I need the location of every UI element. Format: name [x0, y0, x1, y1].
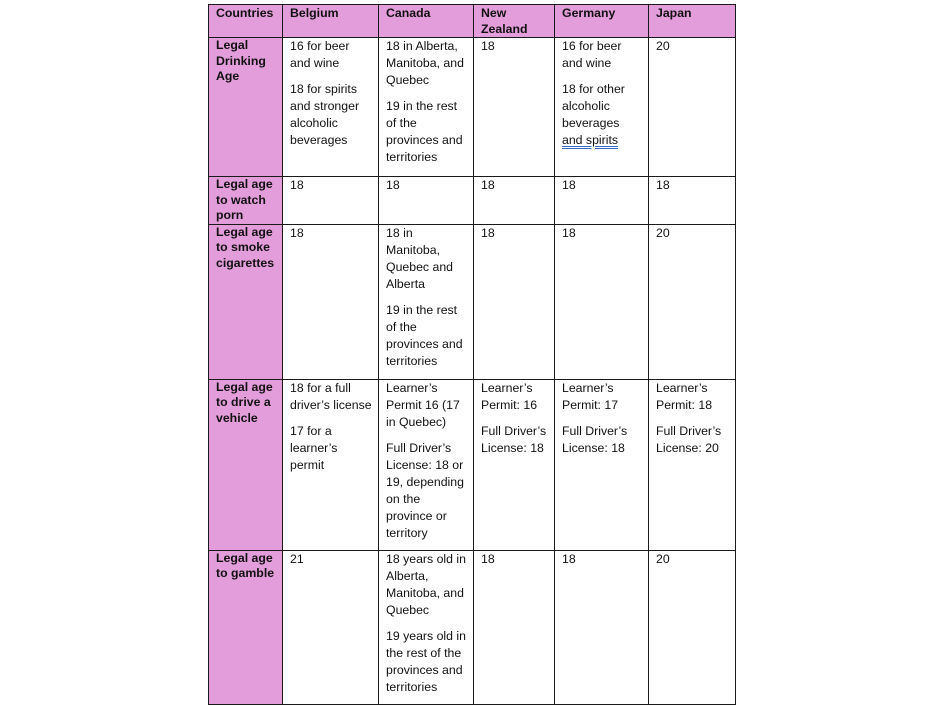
row-label-porn: Legal age to watch porn — [209, 177, 283, 225]
row-label-driving: Legal age to drive a vehicle — [209, 379, 283, 550]
header-japan: Japan — [649, 5, 736, 38]
cell-text: Learner’s Permit: 17 — [562, 380, 619, 412]
cell-text: 18 for spirits and stronger alcoholic beverages — [290, 82, 360, 147]
cell-text: Full Driver’s License: 18 — [481, 423, 547, 455]
row-label-drinking: Legal Drinking Age — [209, 38, 283, 177]
cell-text: 18 — [481, 551, 495, 566]
cell-text: 16 for beer and wine — [562, 39, 622, 70]
table-cell — [555, 550, 649, 704]
table-cell — [379, 550, 474, 704]
cell-text: 18 — [656, 178, 670, 192]
cell-text: 18 years old in Alberta, Manitoba, and Quebec — [386, 551, 466, 617]
table-cell — [283, 550, 379, 704]
cell-text: 21 — [290, 551, 304, 566]
cell-text: Learner’s Permit 16 (17 in Quebec) — [386, 380, 460, 429]
cell-text: Learner’s Permit: 16 — [481, 380, 538, 412]
table-row — [209, 224, 736, 379]
table-cell — [283, 224, 379, 379]
table-cell — [649, 224, 736, 379]
cell-text: 20 — [656, 225, 670, 240]
cell-text: 18 — [481, 178, 495, 192]
table-cell — [283, 379, 379, 550]
cell-text: 16 for beer and wine — [290, 39, 350, 70]
cell-text: 18 in Manitoba, Quebec and Alberta — [386, 225, 454, 291]
cell-text: 17 for a learner’s permit — [290, 423, 338, 472]
table-cell — [649, 177, 736, 225]
header-germany: Germany — [555, 5, 649, 38]
table-cell — [555, 38, 649, 177]
cell-text: 18 for other alcoholic beverages and spirits — [562, 82, 625, 147]
cell-text: Full Driver’s License: 18 or 19, depending on the province or territory — [386, 440, 464, 540]
proofing-underline: and spirits — [562, 133, 619, 147]
header-belgium: Belgium — [283, 5, 379, 38]
header-new-zealand: New Zealand — [474, 5, 555, 38]
header-countries: Countries — [209, 5, 283, 38]
cell-text: 18 — [562, 178, 576, 192]
table-cell — [474, 550, 555, 704]
header-row — [209, 5, 736, 38]
table-cell — [283, 38, 379, 177]
table-cell — [379, 224, 474, 379]
cell-text: 20 — [656, 39, 670, 53]
table-cell — [283, 177, 379, 225]
cell-text: 19 years old in the rest of the provinces and territories — [386, 628, 466, 694]
table-cell — [379, 379, 474, 550]
table-cell — [555, 224, 649, 379]
table-cell — [474, 38, 555, 177]
table-cell — [649, 550, 736, 704]
table-cell — [379, 177, 474, 225]
cell-text: 18 in Alberta, Manitoba, and Quebec — [386, 39, 464, 87]
table-cell — [474, 379, 555, 550]
table-cell — [555, 379, 649, 550]
table-row — [209, 379, 736, 550]
cell-text: 18 — [290, 225, 304, 240]
cell-text: 18 for a full driver’s license — [290, 380, 372, 412]
row-label-smoking: Legal age to smoke cigarettes — [209, 224, 283, 379]
cell-text: 18 — [386, 178, 400, 192]
cell-text: 18 — [481, 225, 495, 240]
table-cell — [474, 177, 555, 225]
table-cell — [649, 38, 736, 177]
table-cell — [555, 177, 649, 225]
cell-text: 19 in the rest of the provinces and territories — [386, 99, 463, 164]
legal-ages-table — [208, 4, 736, 705]
cell-text: 18 — [290, 178, 304, 192]
table-row — [209, 38, 736, 177]
cell-text: 18 — [562, 551, 576, 566]
cell-text: Full Driver’s License: 20 — [656, 423, 722, 455]
table-cell — [379, 38, 474, 177]
table-row — [209, 550, 736, 704]
cell-text: 20 — [656, 551, 670, 566]
header-canada: Canada — [379, 5, 474, 38]
cell-text: Learner’s Permit: 18 — [656, 380, 713, 412]
row-label-gambling: Legal age to gamble — [209, 550, 283, 704]
cell-text: 19 in the rest of the provinces and territories — [386, 302, 463, 368]
table-cell — [474, 224, 555, 379]
table-row — [209, 177, 736, 225]
cell-text: 18 — [562, 225, 576, 240]
cell-text: Full Driver’s License: 18 — [562, 423, 628, 455]
cell-text: 18 — [481, 39, 495, 53]
table-cell — [649, 379, 736, 550]
